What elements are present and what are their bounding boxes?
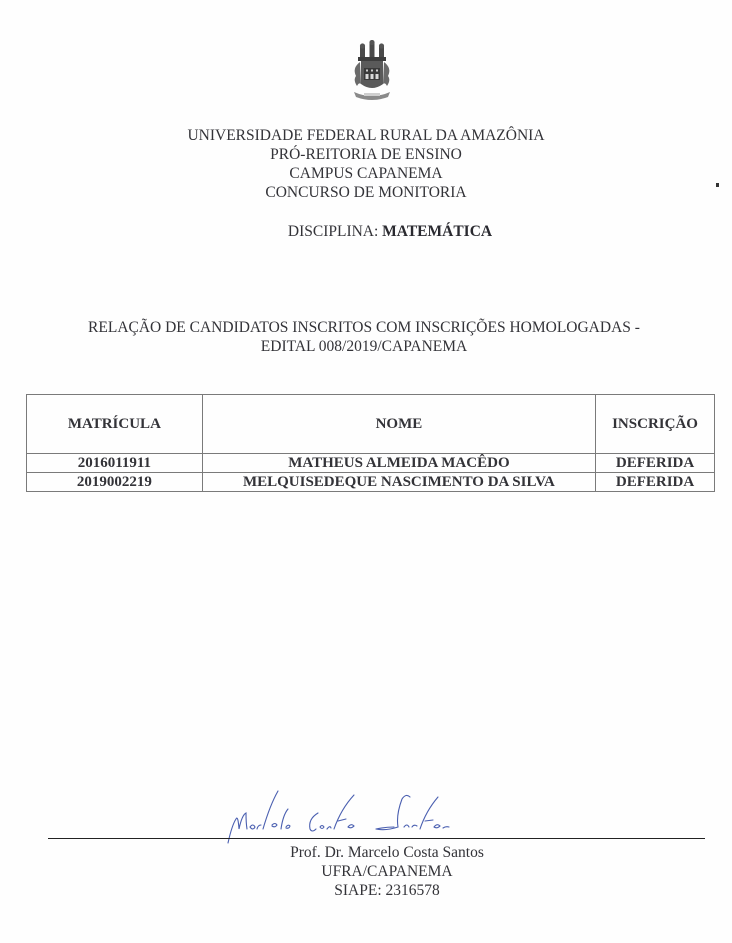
signer-block	[0, 843, 732, 900]
handwritten-signature-icon	[226, 785, 476, 845]
pro-rectorate: PRÓ-REITORIA DE ENSINO	[270, 146, 462, 163]
discipline-value: MATEMÁTICA	[382, 223, 493, 240]
list-title-line-2: EDITAL 008/2019/CAPANEMA	[260, 338, 468, 355]
signer-name: Prof. Dr. Marcelo Costa Santos	[290, 844, 484, 861]
scan-speck	[716, 183, 719, 187]
candidates-table	[26, 394, 715, 492]
list-title	[0, 318, 728, 356]
discipline-line	[0, 223, 732, 241]
institution-header	[0, 126, 732, 202]
column-header-inscricao: INSCRIÇÃO	[596, 395, 715, 454]
cell-matricula: 2016011911	[27, 454, 203, 473]
cell-inscricao: DEFERIDA	[596, 454, 715, 473]
table-header-row	[27, 395, 715, 454]
contest-name: CONCURSO DE MONITORIA	[265, 184, 467, 201]
university-coat-of-arms-icon	[350, 40, 394, 104]
signer-siape: SIAPE: 2316578	[334, 882, 440, 899]
signer-affiliation: UFRA/CAPANEMA	[321, 863, 453, 880]
cell-matricula: 2019002219	[27, 473, 203, 492]
table-row	[27, 473, 715, 492]
cell-nome: MATHEUS ALMEIDA MACÊDO	[202, 454, 595, 473]
cell-inscricao: DEFERIDA	[596, 473, 715, 492]
column-header-nome: NOME	[202, 395, 595, 454]
discipline-label: DISCIPLINA:	[287, 223, 379, 240]
cell-nome: MELQUISEDEQUE NASCIMENTO DA SILVA	[202, 473, 595, 492]
university-name: UNIVERSIDADE FEDERAL RURAL DA AMAZÔNIA	[187, 127, 545, 144]
column-header-matricula: MATRÍCULA	[27, 395, 203, 454]
signature-line	[48, 838, 705, 839]
table-row	[27, 454, 715, 473]
campus-name: CAMPUS CAPANEMA	[289, 165, 443, 182]
list-title-line-1: RELAÇÃO DE CANDIDATOS INSCRITOS COM INSCRIÇÕES HOMOLOGADAS -	[88, 319, 640, 336]
